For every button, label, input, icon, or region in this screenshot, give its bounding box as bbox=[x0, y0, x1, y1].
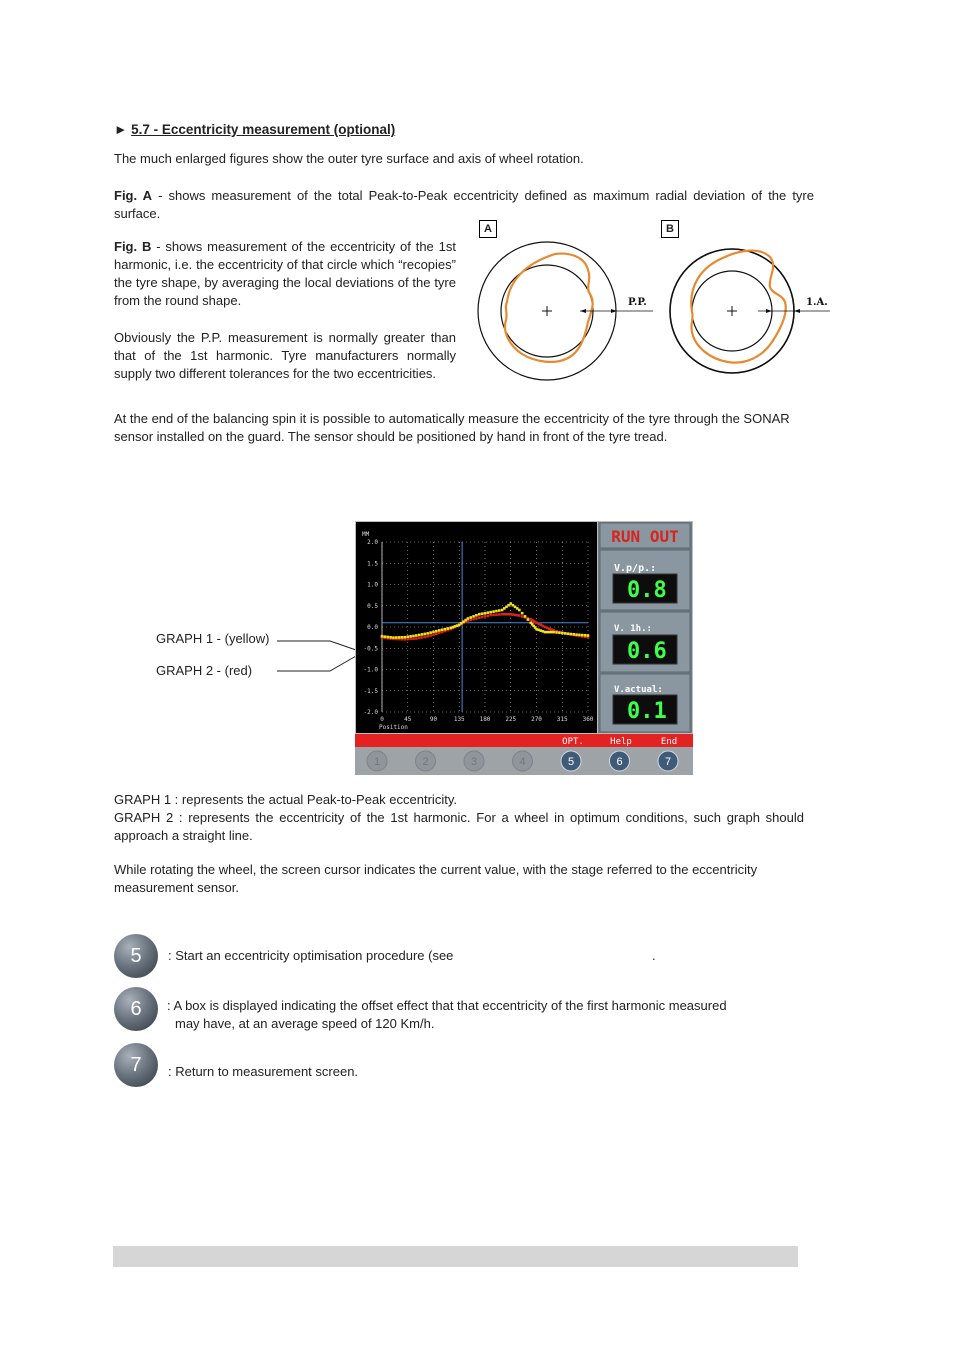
y-tick-label: -1.0 bbox=[363, 666, 378, 674]
graph-1-point bbox=[426, 632, 429, 635]
graph-1-point bbox=[469, 616, 472, 619]
graph1-desc: GRAPH 1 : represents the actual Peak-to-Peak eccentricity. bbox=[114, 792, 457, 807]
graph-1-point bbox=[481, 612, 484, 615]
graph-1-point bbox=[418, 634, 421, 637]
graph-1-point bbox=[409, 635, 412, 638]
fig-b-text bbox=[114, 238, 456, 310]
y-tick-label: 0.0 bbox=[367, 624, 378, 631]
graph-1-point bbox=[492, 610, 495, 613]
graph-1-point bbox=[518, 609, 521, 612]
screen-key-3[interactable] bbox=[464, 751, 484, 771]
graph-1-point bbox=[575, 633, 578, 636]
graph-2-point bbox=[435, 633, 438, 636]
screen-key-5[interactable] bbox=[561, 751, 581, 771]
graph-1-point bbox=[472, 615, 475, 618]
fig-a-text bbox=[114, 187, 814, 223]
screen-key-6[interactable] bbox=[610, 751, 630, 771]
graph-1-point bbox=[495, 610, 498, 613]
graph-1-point bbox=[487, 611, 490, 614]
graph-1-point bbox=[389, 636, 392, 639]
x-tick-label: 180 bbox=[479, 716, 491, 723]
graph-2-point bbox=[495, 613, 498, 616]
tyre-diagrams bbox=[470, 232, 840, 392]
graph-2-point bbox=[429, 634, 432, 637]
graph-1-point bbox=[438, 629, 441, 632]
graph-1-point bbox=[381, 635, 384, 638]
y-tick-label: 1.0 bbox=[367, 581, 378, 589]
graph-1-point bbox=[581, 634, 584, 637]
y-tick-label: 1.5 bbox=[367, 560, 378, 568]
y-tick-label: 2.0 bbox=[367, 539, 378, 546]
graph-2-point bbox=[492, 614, 495, 617]
graph-1-point bbox=[484, 612, 487, 615]
graph-1-point bbox=[444, 628, 447, 631]
graph-1-point bbox=[587, 634, 590, 637]
graph-2-point bbox=[426, 635, 429, 638]
key-7-button[interactable]: 7 bbox=[114, 1043, 158, 1087]
menu-opt[interactable]: OPT. bbox=[562, 737, 584, 747]
y-tick-label: -2.0 bbox=[363, 709, 378, 716]
menu-help[interactable]: Help bbox=[610, 737, 632, 747]
graph-1-point bbox=[567, 632, 570, 635]
graph-1-point bbox=[447, 627, 450, 630]
key-7-desc: : Return to measurement screen. bbox=[168, 1064, 359, 1079]
graph-1-point bbox=[406, 635, 409, 638]
graph-1-point bbox=[478, 613, 481, 616]
graph-1-point bbox=[392, 636, 395, 639]
y-tick-label: -1.5 bbox=[363, 687, 378, 695]
graph-1-point bbox=[524, 615, 527, 618]
screen-key-label: 5 bbox=[567, 756, 575, 768]
graph-2-point bbox=[487, 614, 490, 617]
balancing-note: At the end of the balancing spin it is possible to automatically measure the eccentricity of the tyre through the SONAR sensor installed on the guard. The sensor should be positioned by hand in front of the tyre tread. bbox=[114, 411, 790, 444]
graph-1-point bbox=[384, 635, 387, 638]
screen-key-label: 7 bbox=[664, 756, 672, 768]
graph-1-point bbox=[572, 633, 575, 636]
screen-key-7[interactable] bbox=[658, 751, 678, 771]
section-heading bbox=[114, 122, 395, 137]
key-6-desc: : A box is displayed indicating the offset effect that that eccentricity of the first harmonic measured bbox=[167, 998, 727, 1013]
x-tick-label: 45 bbox=[404, 716, 412, 723]
chart-area bbox=[356, 522, 597, 733]
panel-value-pp: 0.8 bbox=[627, 578, 667, 603]
arrow-label-a: P.P. bbox=[628, 297, 647, 308]
graph-2-point bbox=[438, 632, 441, 635]
fig-b-body: - shows measurement of the eccentricity of the 1st harmonic, i.e. the eccentricity of that circle which “recopies” the tyre shape, by averaging the local deviations of the tyre from the round shape. bbox=[114, 239, 456, 308]
graph-2-point bbox=[441, 631, 444, 634]
screen-key-label: 3 bbox=[470, 756, 478, 768]
graph-1-point bbox=[570, 633, 573, 636]
tyre-diagram-b bbox=[670, 249, 830, 373]
fig-a-body: - shows measurement of the total Peak-to-Peak eccentricity defined as maximum radial deviation of the tyre surface. bbox=[114, 188, 814, 221]
x-axis-label: Position bbox=[379, 724, 408, 731]
graph2-label: GRAPH 2 - (red) bbox=[156, 663, 253, 678]
graph-2-point bbox=[406, 638, 409, 641]
key-5-button[interactable]: 5 bbox=[114, 934, 158, 978]
graph-1-point bbox=[386, 636, 389, 639]
graph-1-point bbox=[432, 631, 435, 634]
graph-2-point bbox=[424, 636, 427, 639]
graph-1-point bbox=[527, 618, 530, 621]
x-tick-label: 90 bbox=[429, 716, 438, 723]
fig-b-lead: Fig. B bbox=[114, 239, 152, 254]
panel-label-pp: V.p/p.: bbox=[614, 563, 657, 574]
screen-key-4[interactable] bbox=[513, 751, 533, 771]
graph-1-point bbox=[584, 634, 587, 637]
graph-2-point bbox=[432, 633, 435, 636]
screen-key-label: 6 bbox=[616, 756, 623, 768]
graph-1-point bbox=[424, 633, 427, 636]
tyre-diagram-a bbox=[478, 242, 653, 380]
graph-1-point bbox=[435, 630, 438, 633]
graph-1-point bbox=[578, 634, 581, 637]
graph-2-point bbox=[489, 614, 492, 617]
graph-2-point bbox=[481, 616, 484, 619]
graph1-label: GRAPH 1 - (yellow) bbox=[156, 631, 270, 646]
x-tick-label: 270 bbox=[531, 716, 542, 723]
x-tick-label: 0 bbox=[380, 716, 384, 723]
fig-a-lead: Fig. A bbox=[114, 188, 153, 203]
y-unit-label: MM bbox=[362, 531, 370, 538]
graph-1-point bbox=[467, 617, 470, 620]
graph2-desc: GRAPH 2 : represents the eccentricity of the 1st harmonic. For a wheel in optimum conditions, such graph should approach a straight line. bbox=[114, 810, 804, 843]
key-5-tail: . bbox=[652, 948, 656, 963]
graph-1-point bbox=[441, 628, 444, 631]
graph-1-point bbox=[401, 636, 404, 639]
graph-2-point bbox=[469, 619, 472, 622]
graph-2-point bbox=[498, 613, 501, 616]
graph-2-point bbox=[421, 636, 424, 639]
screen-title: RUN OUT bbox=[611, 527, 679, 546]
graph-1-point bbox=[558, 631, 561, 634]
panel-label-actual: V.actual: bbox=[614, 685, 663, 695]
key-6-button[interactable]: 6 bbox=[114, 987, 158, 1031]
graph-1-point bbox=[398, 636, 401, 639]
screen-key-1[interactable] bbox=[367, 751, 387, 771]
y-tick-label: -0.5 bbox=[363, 645, 378, 653]
graph-2-point bbox=[484, 615, 487, 618]
graph-1-point bbox=[498, 609, 501, 612]
graph-1-point bbox=[421, 633, 424, 636]
x-tick-label: 315 bbox=[556, 716, 568, 723]
section-marker: ► bbox=[114, 122, 128, 137]
screen-key-label: 2 bbox=[422, 756, 429, 768]
panel-value-actual: 0.1 bbox=[627, 699, 667, 724]
graph-1-point bbox=[564, 632, 567, 635]
section-title: 5.7 - Eccentricity measurement (optional) bbox=[131, 122, 396, 137]
graph-2-point bbox=[518, 614, 521, 617]
screen-key-label: 1 bbox=[373, 756, 381, 768]
pp-note: Obviously the P.P. measurement is normally greater than that of the 1st harmonic. Tyre manufacturers normally supply two different tolerances for the two eccentricities. bbox=[114, 330, 456, 381]
fig-b-label: B bbox=[661, 220, 679, 238]
panel-label-1h: V. 1h.: bbox=[614, 624, 652, 634]
graph-1-point bbox=[404, 636, 407, 639]
graph-2-point bbox=[412, 637, 415, 640]
key-6-desc-2: may have, at an average speed of 120 Km/h. bbox=[175, 1016, 435, 1031]
cursor-note: While rotating the wheel, the screen cursor indicates the current value, with the stage referred to the eccentricity measurement sensor. bbox=[114, 862, 758, 895]
fig-a-label: A bbox=[479, 220, 497, 238]
x-tick-label: 225 bbox=[505, 716, 517, 723]
graph-1-point bbox=[415, 634, 418, 637]
graph-1-point bbox=[395, 636, 398, 639]
y-tick-label: 0.5 bbox=[367, 602, 378, 610]
graph-2-point bbox=[472, 618, 475, 621]
graph-1-point bbox=[475, 614, 478, 617]
graph-1-point bbox=[412, 635, 415, 638]
intro-text: The much enlarged figures show the outer tyre surface and axis of wheel rotation. bbox=[114, 151, 584, 166]
panel-value-1h: 0.6 bbox=[627, 639, 667, 664]
graph-1-point bbox=[429, 631, 432, 634]
screen-key-2[interactable] bbox=[416, 751, 436, 771]
key-5-desc: : Start an eccentricity optimisation procedure (see bbox=[168, 948, 454, 963]
screen-key-label: 4 bbox=[519, 756, 526, 768]
runout-screen-svg bbox=[355, 521, 693, 775]
x-tick-label: 360 bbox=[582, 716, 594, 723]
graph-2-point bbox=[478, 616, 481, 619]
graph-1-point bbox=[552, 631, 555, 634]
graph-2-point bbox=[415, 637, 418, 640]
graph-2-point bbox=[521, 615, 524, 618]
menu-end[interactable]: End bbox=[660, 737, 678, 747]
footer-bar bbox=[113, 1246, 798, 1267]
graph-1-point bbox=[521, 612, 524, 615]
graph-1-point bbox=[555, 631, 558, 634]
graph-2-point bbox=[409, 638, 412, 641]
x-tick-label: 135 bbox=[453, 716, 465, 723]
runout-screen bbox=[355, 521, 693, 775]
graph-1-point bbox=[489, 611, 492, 614]
arrow-label-b: 1.A. bbox=[806, 297, 828, 308]
graph-2-point bbox=[418, 637, 421, 640]
graph-1-point bbox=[561, 632, 564, 635]
graph-2-point bbox=[475, 617, 478, 620]
graph-leader-lines bbox=[272, 630, 362, 680]
